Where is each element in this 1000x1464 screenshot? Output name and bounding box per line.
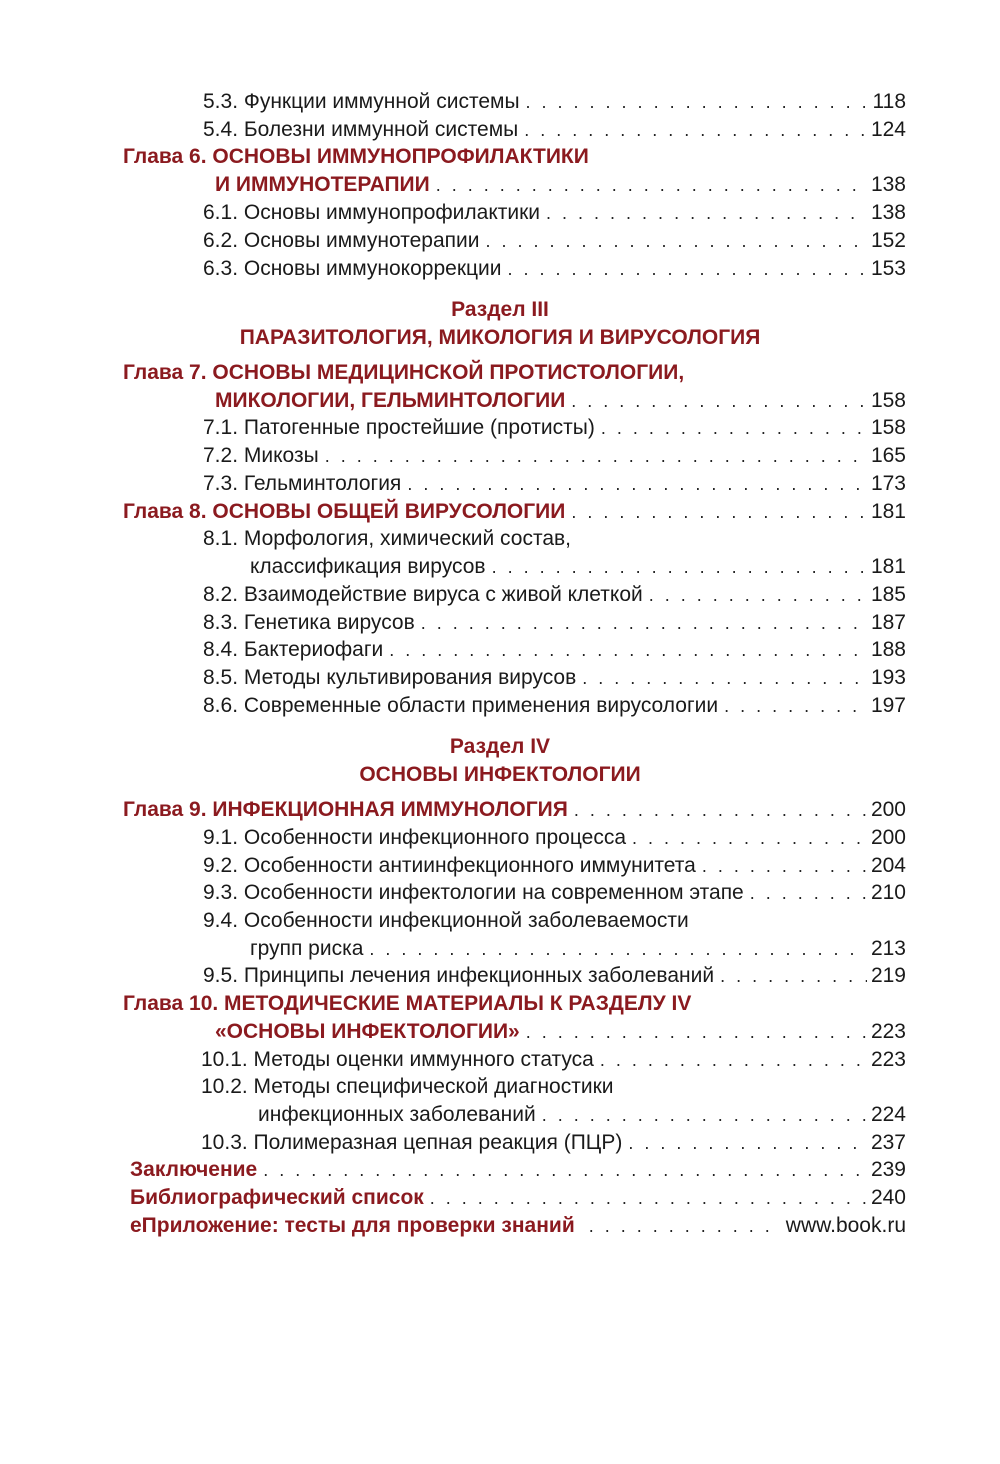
leader-dots [589,1212,772,1240]
toc-page-number: 152 [870,229,906,252]
toc-entry [201,1073,614,1101]
toc-entry [203,692,906,720]
leader-dots [542,1101,867,1129]
toc-entry-title: Глава 8. ОСНОВЫ ОБЩЕЙ ВИРУСОЛОГИИ [123,500,566,523]
toc-page-number: 204 [870,854,906,877]
leader-dots [325,442,867,470]
toc-entry-title: 6.3. Основы иммунокоррекции [203,257,502,280]
toc-entry [203,199,906,227]
toc-entry [201,1129,906,1157]
toc-page-number: 187 [870,611,906,634]
toc-entry [203,227,906,255]
leader-dots [430,1184,867,1212]
leader-dots [649,581,867,609]
toc-entry [203,581,906,609]
toc-entry [203,609,906,637]
leader-dots [702,852,867,880]
toc-entry-title: 5.4. Болезни иммунной системы [203,118,519,141]
chapter-heading-continuation [215,1018,906,1046]
leader-dots [526,88,869,116]
leader-dots [436,171,867,199]
toc-entry-title: 7.2. Микозы [203,444,319,467]
toc-entry-title: групп риска [250,937,364,960]
toc-page-number: 185 [870,583,906,606]
toc-entry-title: 5.3. Функции иммунной системы [203,90,520,113]
toc-entry-title: 9.4. Особенности инфекционной заболеваемости [203,909,689,932]
toc-entry [203,636,906,664]
toc-page-number: 200 [870,798,906,821]
toc-page-number: 188 [870,638,906,661]
toc-entry-title: Глава 10. МЕТОДИЧЕСКИЕ МАТЕРИАЛЫ К РАЗДЕЛУ IV [123,992,692,1015]
back-matter-entry [130,1184,906,1212]
toc-entry-title: 7.3. Гельминтология [203,472,402,495]
toc-entry [203,116,906,144]
toc-entry [203,962,906,990]
toc-entry-title: 10.2. Методы специфической диагностики [201,1075,614,1098]
toc-entry-title: 10.3. Полимеразная цепная реакция (ПЦР) [201,1131,623,1154]
toc-entry [203,852,906,880]
toc-entry-title: 6.2. Основы иммунотерапии [203,229,480,252]
toc-page-number: 153 [870,257,906,280]
chapter-heading [123,990,691,1018]
leader-dots [571,387,867,415]
leader-dots [574,796,867,824]
section-label: Раздел IV [449,735,551,758]
leader-dots [492,553,867,581]
leader-dots [724,692,867,720]
leader-dots [720,962,867,990]
leader-dots [524,116,867,144]
section-title: ОСНОВЫ ИНФЕКТОЛОГИИ [359,763,641,786]
toc-page-number: 219 [870,964,906,987]
chapter-heading [123,796,906,824]
toc-entry-title: «ОСНОВЫ ИНФЕКТОЛОГИИ» [215,1020,520,1043]
toc-entry-title: 8.1. Морфология, химический состав, [203,527,572,550]
toc-entry-title: 6.1. Основы иммунопрофилактики [203,201,541,224]
leader-dots [632,824,867,852]
chapter-heading-continuation [215,171,906,199]
toc-entry-title: Глава 9. ИНФЕКЦИОННАЯ ИММУНОЛОГИЯ [123,798,568,821]
toc-entry-title: МИКОЛОГИИ, ГЕЛЬМИНТОЛОГИИ [215,389,566,412]
toc-entry-title: 9.1. Особенности инфекционного процесса [203,826,627,849]
toc-entry-title: 8.3. Генетика вирусов [203,611,415,634]
toc-page-number: 210 [870,881,906,904]
leader-dots [407,470,867,498]
toc-page-number: 158 [870,416,906,439]
toc-page-number: 193 [870,666,906,689]
toc-page-number: 213 [870,937,906,960]
leader-dots [421,609,867,637]
toc-page-number: 237 [870,1131,906,1154]
toc-entry [203,525,571,553]
toc-entry-title: 9.2. Особенности антиинфекционного иммунитета [203,854,696,877]
toc-entry-title: 8.6. Современные области применения вирусологии [203,694,719,717]
toc-entry [203,88,906,116]
toc-page-number: 158 [870,389,906,412]
toc-entry-continuation [258,1101,906,1129]
toc-entry [201,1046,906,1074]
toc-entry-continuation [250,553,906,581]
leader-dots [571,498,867,526]
back-matter-entry [130,1212,906,1240]
leader-dots [526,1018,867,1046]
toc-entry-title: еПриложение: тесты для проверки знаний [130,1214,575,1237]
toc-page-number: 181 [870,500,906,523]
toc-entry [203,824,906,852]
toc-entry [203,470,906,498]
leader-dots [263,1156,867,1184]
leader-dots [582,664,867,692]
toc-entry-title: Заключение [130,1158,258,1181]
section-label: Раздел III [451,298,549,321]
toc-entry-title: 8.2. Взаимодействие вируса с живой клеткой [203,583,643,606]
leader-dots [485,227,866,255]
toc-entry [203,664,906,692]
toc-entry [203,907,689,935]
back-matter-entry [130,1156,906,1184]
toc-entry-title: Глава 7. ОСНОВЫ МЕДИЦИНСКОЙ ПРОТИСТОЛОГИИ, [123,361,685,384]
toc-page-number: 165 [870,444,906,467]
toc-entry-title: 9.5. Принципы лечения инфекционных заболеваний [203,964,715,987]
chapter-heading-continuation [215,387,906,415]
toc-page-number: 197 [870,694,906,717]
leader-dots [389,636,867,664]
toc-page-number: 138 [870,173,906,196]
toc-entry-title: 9.3. Особенности инфектологии на современном этапе [203,881,744,904]
leader-dots [628,1129,867,1157]
toc-entry [203,255,906,283]
leader-dots [546,199,867,227]
toc-page-number: 118 [872,90,906,113]
toc-page-number: 240 [870,1186,906,1209]
toc-entry [203,879,906,907]
toc-entry-title: инфекционных заболеваний [258,1103,536,1126]
toc-page-number: 223 [870,1048,906,1071]
leader-dots [601,414,867,442]
toc-entry-title: 10.1. Методы оценки иммунного статуса [201,1048,594,1071]
toc-page-number: 138 [870,201,906,224]
toc-page-number: 223 [870,1020,906,1043]
leader-dots [369,935,867,963]
toc-entry [203,442,906,470]
leader-dots [600,1046,867,1074]
section-title: ПАРАЗИТОЛОГИЯ, МИКОЛОГИЯ И ВИРУСОЛОГИЯ [239,326,761,349]
toc-entry-title: 7.1. Патогенные простейшие (протисты) [203,416,595,439]
toc-page-number: 173 [870,472,906,495]
toc-entry-title: 8.4. Бактериофаги [203,638,384,661]
toc-entry-title: Библиографический список [130,1186,424,1209]
leader-dots [750,879,867,907]
toc-page-number: 200 [870,826,906,849]
toc-page-number: 181 [870,555,906,578]
toc-page-number: 239 [870,1158,906,1181]
toc-entry-title: И ИММУНОТЕРАПИИ [215,173,430,196]
chapter-heading [123,143,589,171]
toc-entry-title: 8.5. Методы культивирования вирусов [203,666,577,689]
toc-entry-title: классификация вирусов [250,555,486,578]
toc-entry [203,414,906,442]
website-link[interactable]: www.book.ru [785,1214,906,1237]
toc-entry-continuation [250,935,906,963]
leader-dots [508,255,867,283]
chapter-heading [123,498,906,526]
toc-page-number: 224 [870,1103,906,1126]
toc-entry-title: Глава 6. ОСНОВЫ ИММУНОПРОФИЛАКТИКИ [123,145,589,168]
chapter-heading [123,359,684,387]
toc-page-number: 124 [870,118,906,141]
